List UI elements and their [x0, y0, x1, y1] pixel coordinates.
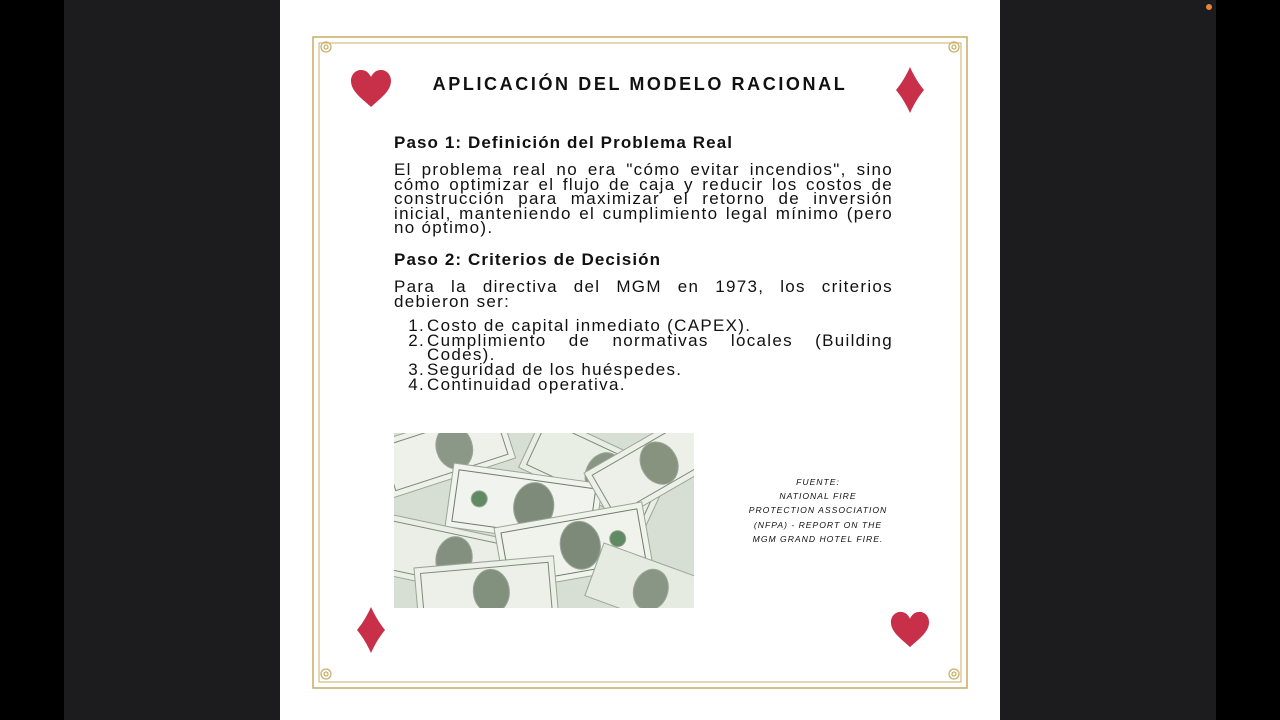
- slide-content: [394, 133, 893, 392]
- diamond-icon: [357, 607, 385, 653]
- step1-heading: Paso 1: Definición del Problema Real: [394, 133, 734, 152]
- recording-indicator: [1206, 4, 1212, 10]
- list-item: 2. Cumplimiento de normativas locales (Building Codes).: [408, 330, 893, 365]
- source-citation: FUENTE: NATIONAL FIRE PROTECTION ASSOCIATION (NFPA) - REPORT ON THE MGM GRAND HOTEL FIRE.: [748, 477, 888, 544]
- list-item: 1. Costo de capital inmediato (CAPEX).: [408, 316, 752, 336]
- list-item: 4. Continuidad operativa.: [408, 374, 626, 394]
- step1-body: El problema real no era "cómo evitar incendios", sino cómo optimizar el flujo de caja y reducir los costos de construcción para maximizar el retorno de inversión inicial, manteniendo el cumplimiento legal mínimo (pero no óptimo).: [394, 160, 893, 238]
- step2-intro: Para la directiva del MGM en 1973, los criterios debieron ser:: [394, 276, 893, 311]
- left-letterbox: [64, 0, 280, 720]
- criteria-list: [394, 316, 893, 394]
- list-item: 3. Seguridad de los huéspedes.: [408, 359, 683, 379]
- step2-heading: Paso 2: Criterios de Decisión: [394, 249, 662, 269]
- heart-icon: [890, 611, 930, 649]
- dollar-bills-illustration: [394, 433, 694, 608]
- right-letterbox: [1000, 0, 1216, 720]
- slide-title: APLICACIÓN DEL MODELO RACIONAL: [432, 74, 848, 94]
- presentation-slide: [280, 0, 1000, 720]
- money-photo: [394, 433, 694, 608]
